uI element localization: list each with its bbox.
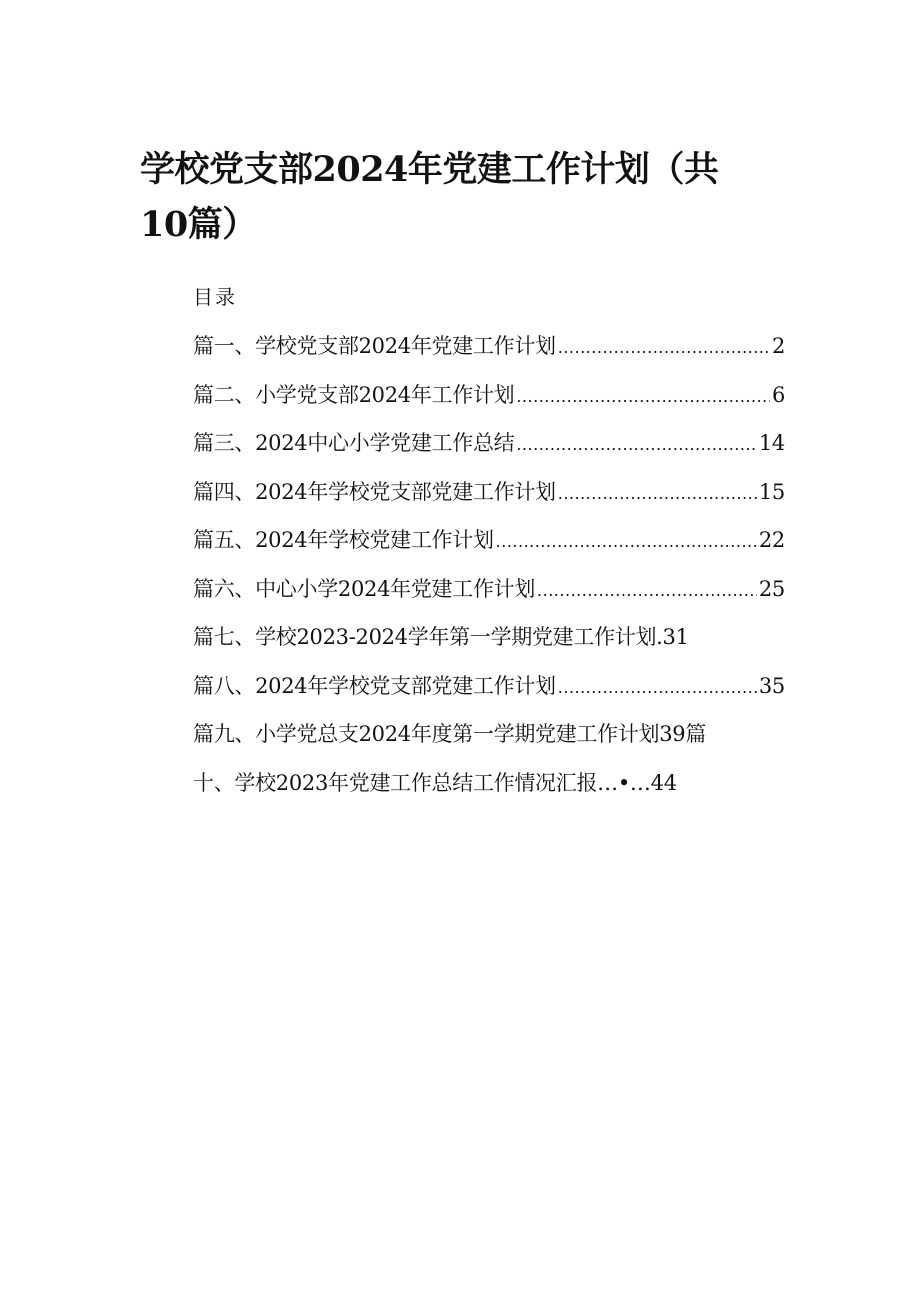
toc-dot-leader <box>516 421 757 469</box>
toc-entry-page: 2 <box>771 334 785 358</box>
table-of-contents <box>193 322 785 807</box>
toc-entry[interactable] <box>193 613 785 662</box>
toc-entry-label: 篇八、2024年学校党支部党建工作计划 <box>193 673 556 698</box>
toc-entry-label: 篇三、2024中心小学党建工作总结 <box>193 431 515 455</box>
toc-entry-page: 35 <box>758 673 785 698</box>
toc-entry[interactable] <box>193 565 785 614</box>
toc-entry[interactable] <box>193 322 785 371</box>
toc-entry[interactable] <box>193 371 785 420</box>
toc-dot-leader <box>537 567 757 615</box>
toc-dot-leader <box>516 373 770 421</box>
toc-entry-label: 篇四、2024年学校党支部党建工作计划 <box>193 479 556 504</box>
toc-entry-label: 篇六、中心小学2024年党建工作计划 <box>193 576 536 601</box>
toc-entry-page: 15 <box>758 479 785 504</box>
toc-entry[interactable] <box>193 516 785 565</box>
toc-dot-leader <box>496 518 757 566</box>
toc-entry-text: 篇七、学校2023-2024学年第一学期党建工作计划.31 <box>193 625 689 649</box>
toc-entry-page: 6 <box>771 382 785 407</box>
toc-entry-continuation[interactable] <box>193 759 785 808</box>
toc-entry-text: 篇九、小学党总支2024年度第一学期党建工作计划39篇 <box>193 722 707 746</box>
toc-entry-label: 篇二、小学党支部2024年工作计划 <box>193 382 515 407</box>
toc-entry-text: 十、学校2023年党建工作总结工作情况汇报…•…44 <box>193 770 677 795</box>
toc-entry[interactable] <box>193 468 785 517</box>
toc-dot-leader <box>558 324 770 372</box>
toc-entry-page: 14 <box>758 431 785 455</box>
toc-entry-label: 篇五、2024年学校党建工作计划 <box>193 528 494 552</box>
toc-entry[interactable] <box>193 710 785 759</box>
toc-dot-leader <box>558 664 757 712</box>
toc-entry-page: 25 <box>758 576 785 601</box>
toc-entry-label: 篇一、学校党支部2024年党建工作计划 <box>193 334 556 358</box>
document-title: 学校党支部2024年党建工作计划（共10篇） <box>140 149 719 245</box>
toc-heading: 目录 <box>193 285 237 309</box>
toc-dot-leader <box>558 470 757 518</box>
toc-entry[interactable] <box>193 662 785 711</box>
toc-entry[interactable] <box>193 419 785 468</box>
toc-entry-page: 22 <box>758 528 785 552</box>
